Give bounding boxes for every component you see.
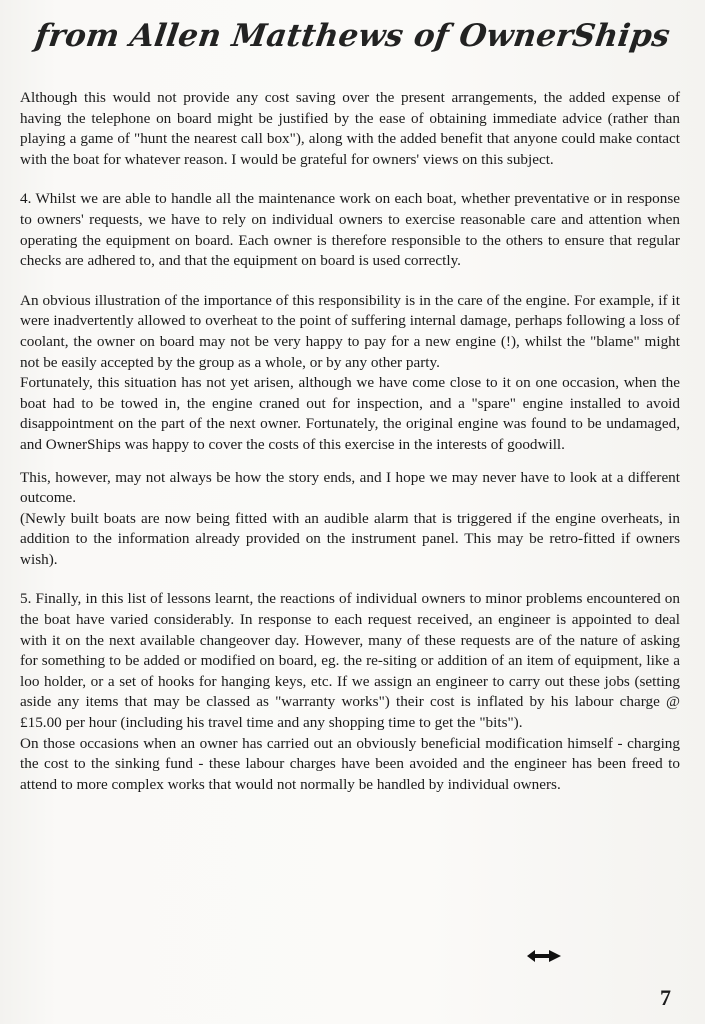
- paragraph-maintenance-responsibility: 4. Whilst we are able to handle all the maintenance work on each boat, whether preventative or in response to owners' requests, we have to rely on individual owners to exercise reasonable care and attention when operating the equipment on board. Each owner is therefore responsible to the others to ensure that regular checks are adhered to, and that the equipment on board is used correctly.: [20, 190, 680, 270]
- paragraph-alarm-note: (Newly built boats are now being fitted with an audible alarm that is triggered if the engine overheats, in addition to the information already provided on the instrument panel. This may be retro-fitted if owners wish).: [20, 509, 680, 568]
- paragraph-owner-modifications: On those occasions when an owner has carried out an obviously beneficial modification himself - charging the cost to the sinking fund - these labour charges have been avoided and the engineer has been freed to attend to more complex works that would not normally be handled by individual owners.: [20, 734, 680, 793]
- paragraph-engine-incident: Fortunately, this situation has not yet arisen, although we have come close to it on one occasion, when the boat had to be towed in, the engine craned out for inspection, and a "spare" engine installed to avoid disappointment on the part of the next owner. Fortunately, the original engine was found to be undamaged, and OwnerShips was happy to cover the costs of this exercise in the interests of goodwill.: [20, 374, 680, 453]
- paragraph-owner-requests: 5. Finally, in this list of lessons learnt, the reactions of individual owners to minor problems encountered on the boat have varied considerably. In response to each request received, an engineer is appointed to deal with it on the next available changeover day. However, many of these requests are of the nature of asking for something to be added or modified on board, eg. the re-siting or addition of an item of equipment, like a loo holder, or a set of hooks for hanging keys, etc. If we assign an engineer to carry out these jobs (setting aside any items that may be classed as "warranty works") their cost is inflated by his labour charge @ £15.00 per hour (including his travel time and any shopping time to get the "bits").: [20, 590, 680, 732]
- document-body: [20, 88, 680, 795]
- paragraph-story-outcome: This, however, may not always be how the story ends, and I hope we may never have to look at a different outcome.: [20, 468, 680, 507]
- paragraph-telephone-advice: Although this would not provide any cost saving over the present arrangements, the added expense of having the telephone on board might be justified by the ease of obtaining immediate advice (rather than playing a game of "hunt the nearest call box"), along with the added benefit that anyone could make contact with the boat for whatever reason. I would be grateful for owners' views on this subject.: [20, 89, 680, 168]
- right-arrow-icon: [524, 946, 564, 966]
- paragraph-engine-illustration: An obvious illustration of the importance of this responsibility is in the care of the engine. For example, if it were inadvertently allowed to overheat to the point of suffering internal damage, perhaps following a loss of coolant, the owner on board may not be very happy to pay for a new engine (!), whilst the "blame" might not be easily accepted by the group as a whole, or by any other party.: [20, 291, 680, 371]
- page-number: 7: [660, 985, 671, 1010]
- document-title: from Allen Matthews of OwnerShips: [32, 18, 673, 54]
